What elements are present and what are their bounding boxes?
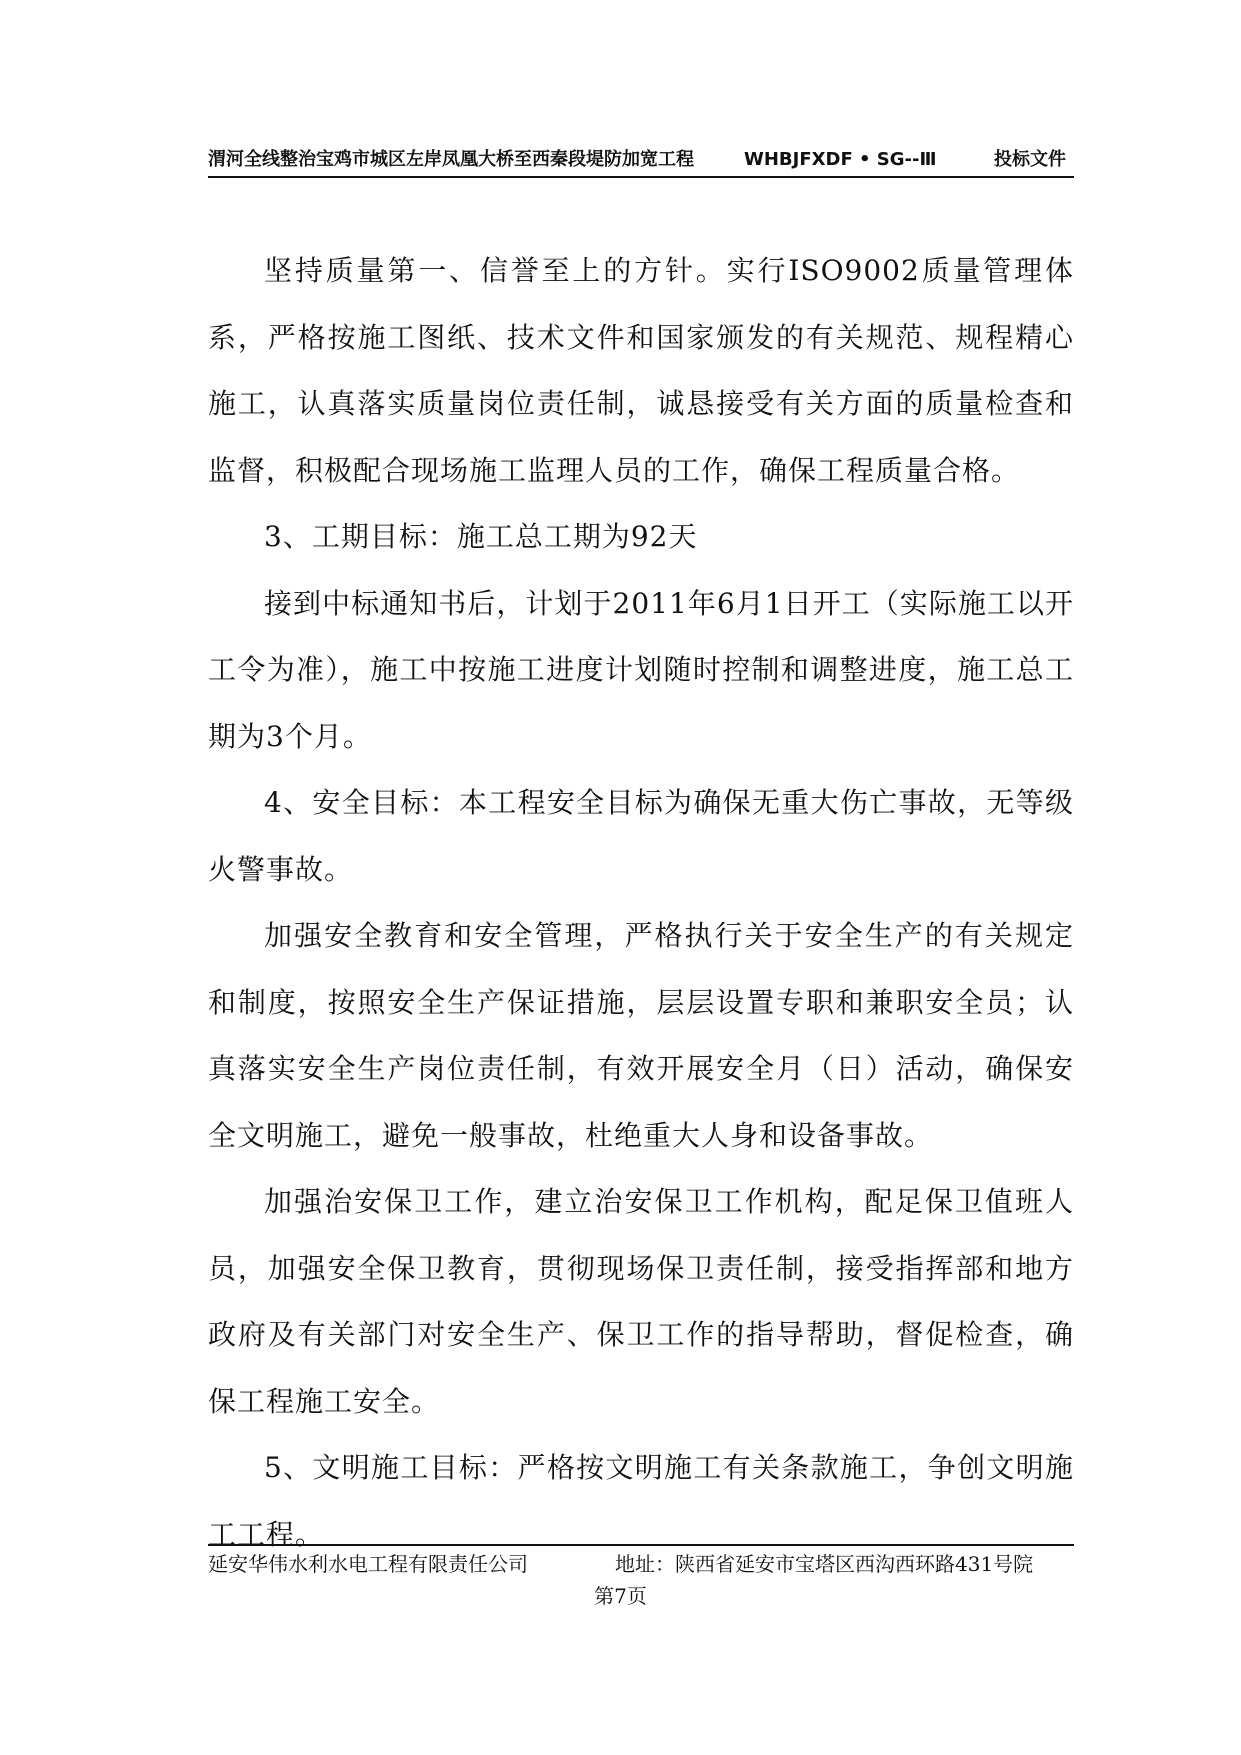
bid-code: WHBJFXDF • SG--Ⅲ xyxy=(744,149,937,170)
paragraph-civilized-construction: 5、文明施工目标：严格按文明施工有关条款施工，争创文明施工工程。 xyxy=(208,1451,1074,1551)
paragraph-schedule-detail: 接到中标通知书后，计划于2011年6月1日开工（实际施工以开工令为准），施工中按施工进度计划随时控制和调整进度，施工总工期为3个月。 xyxy=(208,586,1074,753)
paragraph-quality-policy: 坚持质量第一、信誉至上的方针。实行ISO9002质量管理体系，严格按施工图纸、技术文件和国家颁发的有关规范、规程精心施工，认真落实质量岗位责任制，诚恳接受有关方面的质量检查和监督，积极配合现场施工监理人员的工作，确保工程质量合格。 xyxy=(208,254,1074,487)
paragraph-security-work: 加强治安保卫工作，建立治安保卫工作机构，配足保卫值班人员，加强安全保卫教育，贯彻现场保卫责任制，接受指挥部和地方政府及有关部门对安全生产、保卫工作的指导帮助，督促检查，确保工程施工安全。 xyxy=(208,1185,1074,1418)
page-footer xyxy=(208,1550,1074,1580)
page-header xyxy=(208,146,1074,178)
paragraph-schedule-heading: 3、工期目标：施工总工期为92天 xyxy=(264,520,698,553)
document-body xyxy=(208,238,1074,1568)
company-name: 延安华伟水利水电工程有限责任公司 xyxy=(208,1552,528,1576)
footer-divider xyxy=(208,1544,1074,1546)
document-type: 投标文件 xyxy=(994,149,1066,170)
paragraph-safety-heading: 4、安全目标：本工程安全目标为确保无重大伤亡事故，无等级火警事故。 xyxy=(208,786,1074,886)
page-number: 第7页 xyxy=(594,1584,647,1608)
paragraph-safety-management: 加强安全教育和安全管理，严格执行关于安全生产的有关规定和制度，按照安全生产保证措施，层层设置专职和兼职安全员；认真落实安全生产岗位责任制，有效开展安全月（日）活动，确保安全文明施工，避免一般事故，杜绝重大人身和设备事故。 xyxy=(208,919,1074,1152)
company-address: 地址：陕西省延安市宝塔区西沟西环路431号院 xyxy=(615,1552,1034,1576)
project-title: 渭河全线整治宝鸡市城区左岸凤凰大桥至西秦段堤防加宽工程 xyxy=(208,149,694,170)
